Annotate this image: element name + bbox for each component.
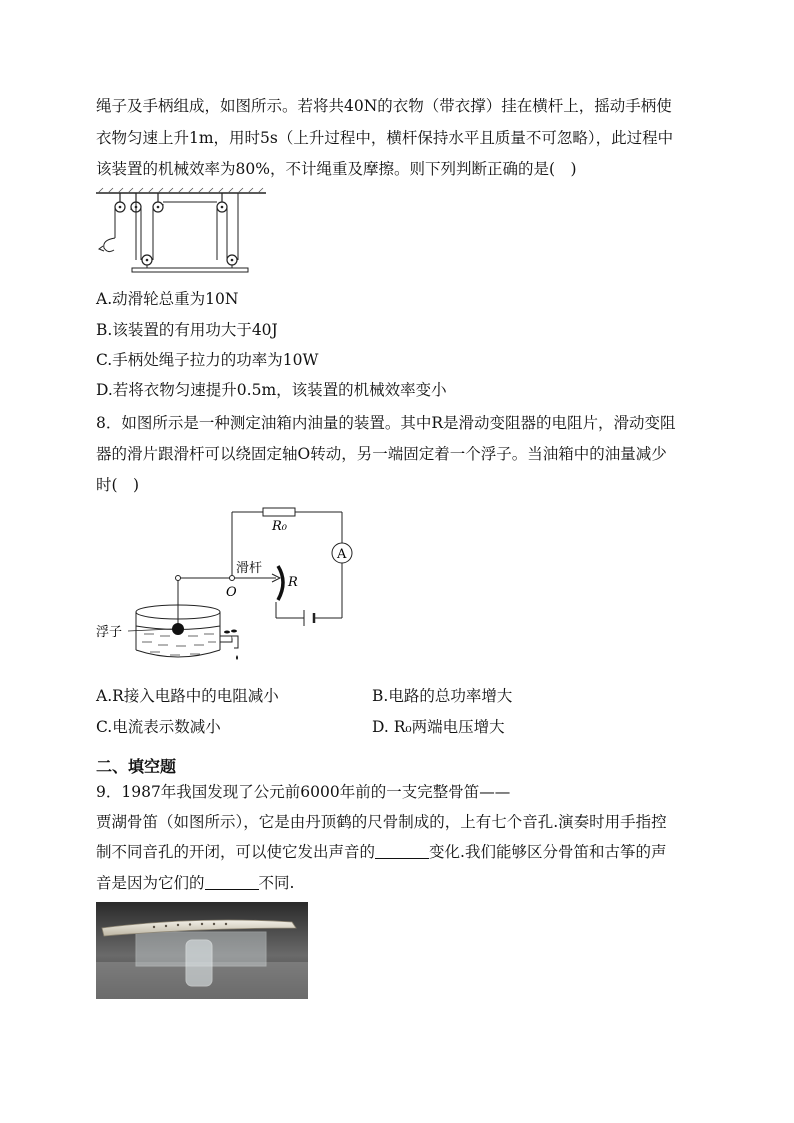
- r0-resistor: [263, 508, 295, 516]
- q9-line-2: 贾湖骨笛（如图所示），它是由丹顶鹤的尺骨制成的，上有七个音孔.演奏时用手指控: [96, 813, 667, 831]
- q8-option-a: A.R接入电路中的电阻减小: [96, 687, 279, 705]
- q7-option-d: D.若将衣物匀速提升0.5m，该装置的机械效率变小: [96, 381, 447, 399]
- float-label: 浮子: [96, 625, 123, 640]
- q7-option-a: A.动滑轮总重为10N: [96, 290, 239, 308]
- q9-line-4: [96, 873, 294, 893]
- q9-line-1: 9．1987年我国发现了公元前6000年前的一支完整骨笛——: [96, 783, 511, 801]
- pulley-figure: [96, 188, 276, 280]
- q7-line-2: 衣物匀速上升1m，用时5s（上升过程中，横杆保持水平且质量不可忽略），此过程中: [96, 129, 674, 147]
- q9-line-4-end: 不同.: [258, 874, 295, 892]
- rod-label: 滑杆: [236, 561, 263, 576]
- blank-1[interactable]: [375, 844, 429, 859]
- oil-gauge-figure: [96, 500, 366, 670]
- q7-line-1: 绳子及手柄组成，如图所示。若将共40N的衣物（带衣撑）挂在横杆上，摇动手柄使: [96, 97, 672, 115]
- ammeter-label: A: [337, 547, 347, 562]
- section-heading: 二、填空题: [96, 757, 177, 776]
- pivot-label: O: [226, 585, 237, 600]
- q8-option-d: D. R₀两端电压增大: [372, 718, 505, 736]
- q9-line-3: [96, 842, 666, 862]
- q9-line-3-end: 变化.我们能够区分骨笛和古筝的声: [429, 843, 667, 861]
- q8-line-1: 8．如图所示是一种测定油箱内油量的装置。其中R是滑动变阻器的电阻片，滑动变阻: [96, 414, 676, 432]
- q7-line-3: 该装置的机械效率为80%，不计绳重及摩擦。则下列判断正确的是( ): [96, 160, 577, 178]
- rheostat-arc: [278, 566, 283, 600]
- q8-line-3: 时( ): [96, 476, 140, 494]
- float-ball: [172, 623, 184, 635]
- r0-label: R₀: [272, 519, 287, 534]
- resistor-label: R: [288, 575, 298, 590]
- q9-line-4-start: 音是因为它们的: [96, 874, 205, 892]
- blank-2[interactable]: [205, 875, 259, 890]
- q7-option-b: B.该装置的有用功大于40J: [96, 321, 278, 339]
- q8-option-b: B.电路的总功率增大: [372, 687, 513, 705]
- q7-option-c: C.手柄处绳子拉力的功率为10W: [96, 351, 319, 369]
- q9-line-3-start: 制不同音孔的开闭，可以使它发出声音的: [96, 843, 376, 861]
- q8-option-c: C.电流表示数减小: [96, 718, 221, 736]
- bone-flute-photo: [96, 902, 308, 999]
- q8-line-2: 器的滑片跟滑杆可以绕固定轴O转动，另一端固定着一个浮子。当油箱中的油量减少: [96, 445, 667, 463]
